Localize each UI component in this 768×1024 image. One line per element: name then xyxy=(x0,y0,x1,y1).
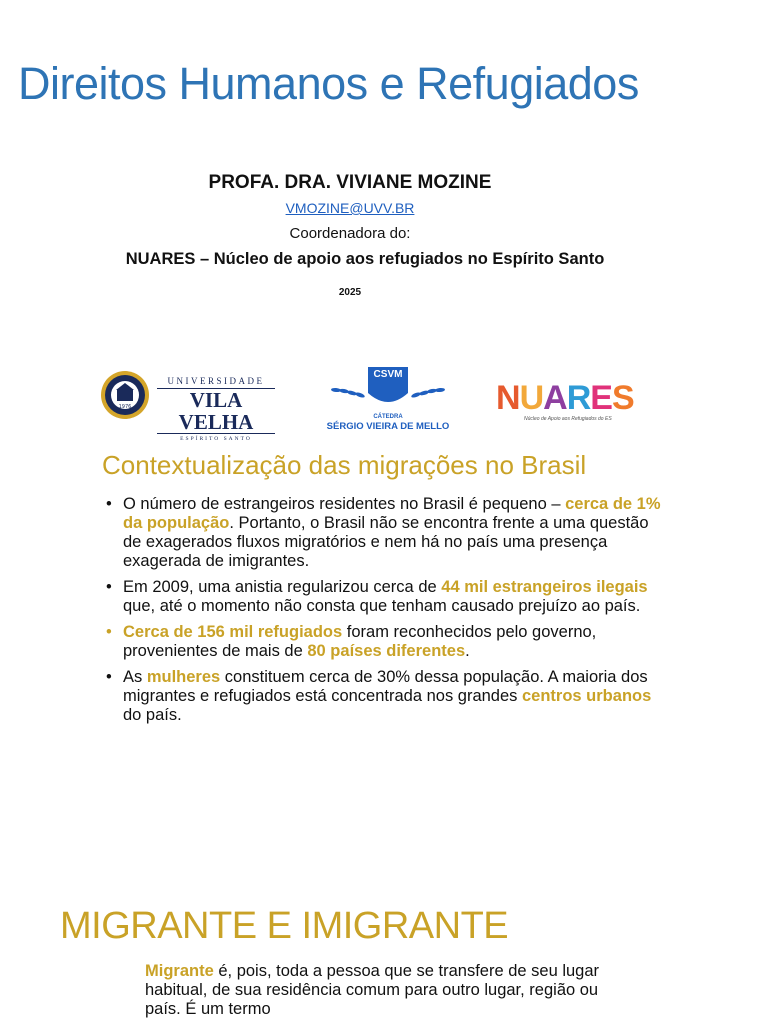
migrant-definition: Migrante é, pois, toda a pessoa que se transfere de seu lugar habitual, de sua residência comum para outro lugar, região ou país. É um termo xyxy=(145,962,600,1018)
context-section-title: Contextualização das migrações no Brasil xyxy=(102,450,587,480)
author-name: PROFA. DRA. VIVIANE MOZINE xyxy=(208,172,492,193)
uvv-logo-line1: UNIVERSIDADE xyxy=(167,376,265,386)
highlight: 44 mil estrangeiros ilegais xyxy=(441,578,648,596)
context-bullet-list xyxy=(103,495,663,732)
csvm-logo-line1: CÁTEDRA xyxy=(373,414,403,420)
nuares-letter: U xyxy=(519,379,544,417)
slide-title: Direitos Humanos e Refugiados xyxy=(18,58,639,109)
csvm-logo-line2: SÉRGIO VIEIRA DE MELLO xyxy=(326,421,450,432)
highlight: centros urbanos xyxy=(522,687,652,705)
highlight: 80 países diferentes xyxy=(307,642,466,660)
nuares-logo xyxy=(496,380,656,428)
list-item: • Em 2009, uma anistia regularizou cerca de 44 mil estrangeiros ilegais que, até o momento não consta que tenham causado prejuízo ao país. xyxy=(103,578,663,616)
nuares-subtitle: Núcleo de Apoio aos Refugiados do ES xyxy=(524,416,612,422)
highlight: Cerca de 156 mil refugiados xyxy=(123,623,343,641)
uvv-logo-line3: ESPÍRITO SANTO xyxy=(180,436,252,442)
nuares-wordmark xyxy=(496,380,656,416)
nuares-letter: S xyxy=(611,379,634,417)
nuares-letter: E xyxy=(590,379,612,417)
highlight: Migrante xyxy=(145,962,214,980)
seal-year: 1976 xyxy=(118,404,132,410)
author-email-link[interactable]: VMOZINE@UVV.BR xyxy=(285,200,415,216)
author-role: Coordenadora do: xyxy=(289,225,411,242)
year-label: 2025 xyxy=(338,287,362,298)
csvm-mark: CSVM xyxy=(373,369,403,380)
highlight: mulheres xyxy=(146,668,221,686)
uvv-logo xyxy=(100,370,275,442)
list-item: • As mulheres constituem cerca de 30% dessa população. A maioria dos migrantes e refugiados está concentrada nos grandes centros urbanos do país. xyxy=(103,668,663,725)
list-item: • O número de estrangeiros residentes no Brasil é pequeno – cerca de 1% da população. Portanto, o Brasil não se encontra frente a uma questão de exagerados fluxos migratórios e nem há no país uma presença exagerada de imigrantes. xyxy=(103,495,663,571)
migrant-section-title: MIGRANTE E IMIGRANTE xyxy=(60,905,509,947)
csvm-logo xyxy=(318,365,458,433)
nuares-letter: R xyxy=(566,379,591,417)
university-seal-icon xyxy=(100,370,150,420)
nuares-letter: N xyxy=(496,379,520,417)
organization-name: NUARES – Núcleo de apoio aos refugiados no Espírito Santo xyxy=(125,250,605,268)
list-item: • Cerca de 156 mil refugiados foram reconhecidos pelo governo, provenientes de mais de 80 países diferentes. xyxy=(103,623,663,661)
nuares-letter: A xyxy=(543,379,567,417)
uvv-logo-line2: VILA VELHA xyxy=(157,388,275,434)
highlight: cerca de 1% da população xyxy=(123,495,661,532)
